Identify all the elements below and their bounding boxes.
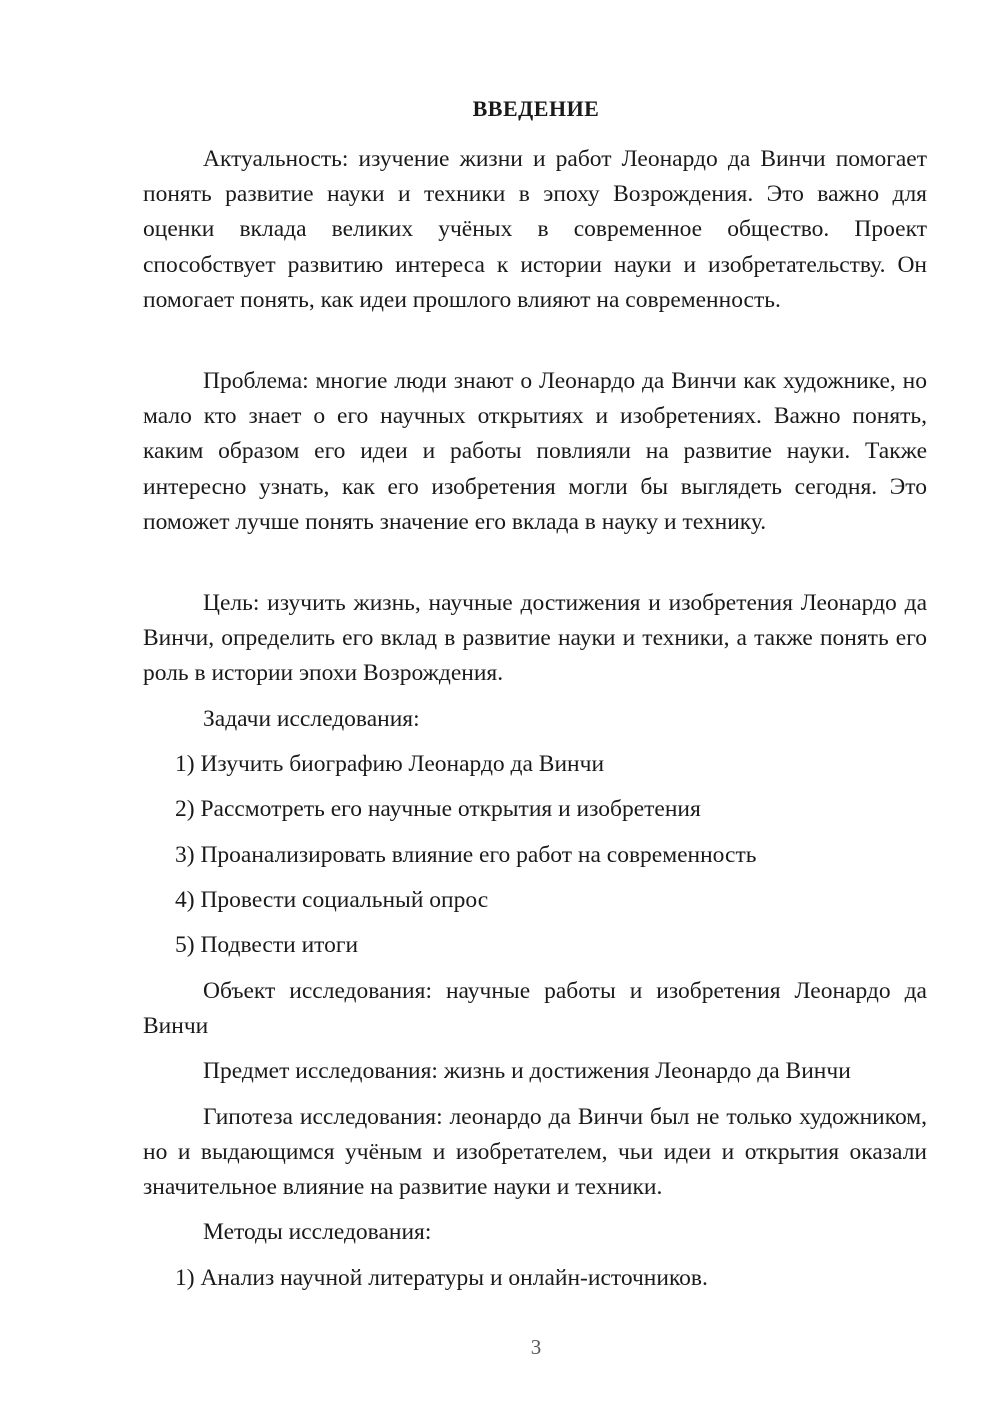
- tasks-heading: Задачи исследования:: [203, 706, 420, 732]
- task-item: 3) Проанализировать влияние его работ на современность: [175, 842, 757, 868]
- problem-paragraph: Проблема: многие люди знают о Леонардо да Винчи как художнике, но мало кто знает о его научных открытиях и изобретениях. Важно понять, каким образом его идеи и работы повлияли на развитие науки. Также интересно узнать, как его изобретения могли бы выглядеть сегодня. Это поможет лучше понять значение его вклада в науку и технику.: [143, 368, 927, 535]
- task-item: 2) Рассмотреть его научные открытия и изобретения: [175, 796, 701, 822]
- subject-paragraph: Предмет исследования: жизнь и достижения Леонардо да Винчи: [203, 1058, 851, 1084]
- task-item: 1) Изучить биографию Леонардо да Винчи: [175, 751, 605, 777]
- task-item: 4) Провести социальный опрос: [175, 887, 489, 913]
- task-item: 5) Подвести итоги: [175, 932, 359, 958]
- relevance-paragraph: Актуальность: изучение жизни и работ Леонардо да Винчи помогает понять развитие науки и техники в эпоху Возрождения. Это важно для оценки вклада великих учёных в современное общество. Проект способствует развитию интереса к истории науки и изобретательству. Он помогает понять, как идеи прошлого влияют на современность.: [143, 146, 927, 313]
- hypothesis-paragraph: Гипотеза исследования: леонардо да Винчи был не только художником, но и выдающимся учёным и изобретателем, чьи идеи и открытия оказали значительное влияние на развитие науки и техники.: [143, 1104, 927, 1201]
- object-paragraph: Объект исследования: научные работы и изобретения Леонардо да Винчи: [143, 978, 927, 1040]
- goal-paragraph: Цель: изучить жизнь, научные достижения и изобретения Леонардо да Винчи, определить его вклад в развитие науки и техники, а также понять его роль в истории эпохи Возрождения.: [143, 590, 927, 687]
- page-title: ВВЕДЕНИЕ: [472, 96, 600, 121]
- method-item: 1) Анализ научной литературы и онлайн-источников.: [175, 1265, 708, 1291]
- methods-heading: Методы исследования:: [203, 1219, 432, 1245]
- page-number: 3: [530, 1335, 542, 1359]
